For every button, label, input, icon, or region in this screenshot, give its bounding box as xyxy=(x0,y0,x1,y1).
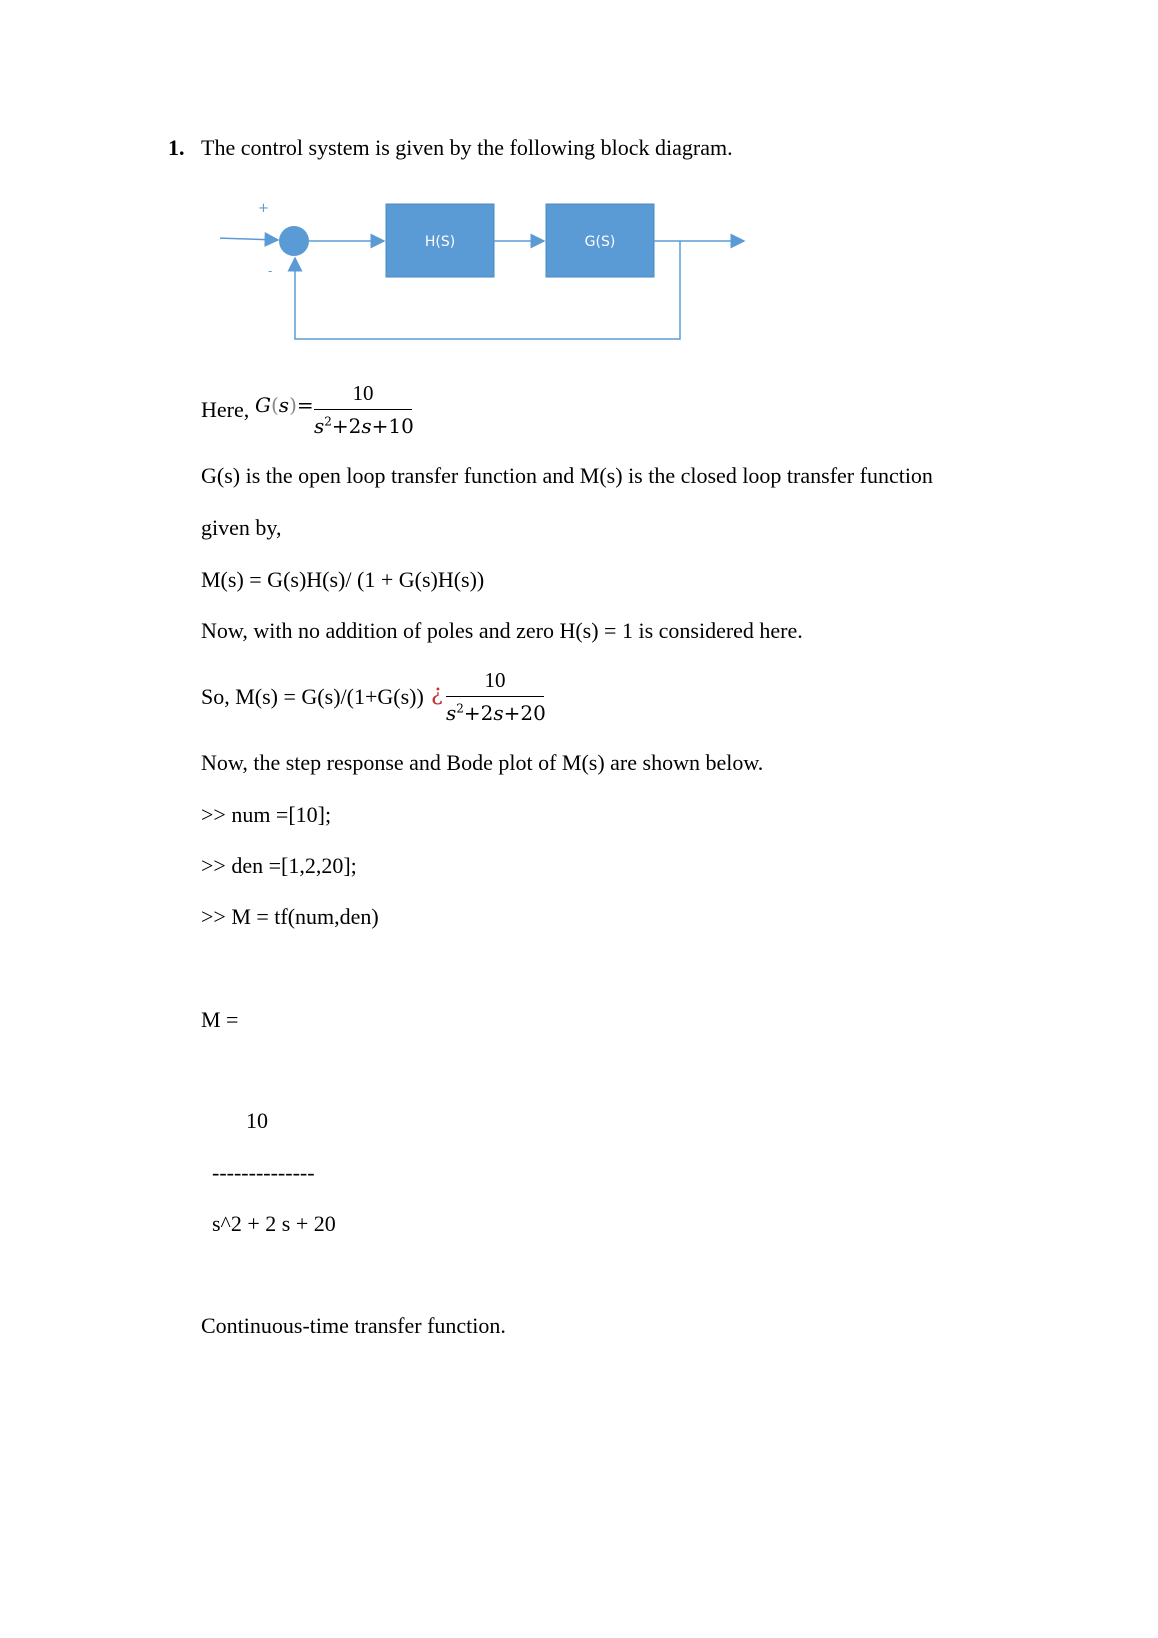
plus-sign: + xyxy=(258,201,269,216)
eq-g-prefix: Here, xyxy=(201,397,250,422)
output-denominator: s^2 + 2 s + 20 xyxy=(212,1211,336,1236)
para-given-by: given by, xyxy=(201,515,282,540)
output-label: M = xyxy=(201,1007,239,1032)
eq-g-equals: = xyxy=(296,393,314,417)
block-g-label: G(S) xyxy=(584,234,616,250)
code-line-den: >> den =[1,2,20]; xyxy=(201,853,357,878)
eq-g-lhs: G(s)= xyxy=(255,393,314,417)
eq-g-numerator: 10 xyxy=(352,381,374,405)
output-divider: -------------- xyxy=(212,1160,315,1185)
eq-m-numerator: 10 xyxy=(484,668,506,692)
eq-g-symbol: G xyxy=(255,393,271,417)
question-number: 1. xyxy=(168,135,185,160)
eq-g-var: s xyxy=(278,393,290,417)
input-arrow xyxy=(220,238,278,240)
output-footer: Continuous-time transfer function. xyxy=(201,1313,506,1338)
eq-m-prefix: So, M(s) = G(s)/(1+G(s)) xyxy=(201,684,424,709)
eq-g-denominator: $s^2+2s+10$ xyxy=(314,414,414,438)
summing-junction xyxy=(279,226,309,256)
para-step-response: Now, the step response and Bode plot of M(s) are shown below. xyxy=(201,750,764,775)
code-line-num: >> num =[10]; xyxy=(201,802,332,827)
para-h-equals-one: Now, with no addition of poles and zero H(s) = 1 is considered here. xyxy=(201,618,803,643)
eq-m-symbol: ¿ xyxy=(431,681,443,706)
output-numerator: 10 xyxy=(246,1108,268,1133)
block-h-label: H(S) xyxy=(424,234,456,250)
question-intro: The control system is given by the following block diagram. xyxy=(201,135,733,160)
para-open-loop: G(s) is the open loop transfer function and M(s) is the closed loop transfer function xyxy=(201,463,933,488)
para-closed-loop-formula: M(s) = G(s)H(s)/ (1 + G(s)H(s)) xyxy=(201,567,485,592)
minus-sign: - xyxy=(268,264,273,278)
eq-m-denominator: $s^2+2s+20$ xyxy=(446,701,546,725)
block-diagram xyxy=(220,200,760,350)
code-line-tf: >> M = tf(num,den) xyxy=(201,904,379,929)
eq-m-fraction xyxy=(446,667,544,726)
eq-g-fraction xyxy=(314,380,412,439)
